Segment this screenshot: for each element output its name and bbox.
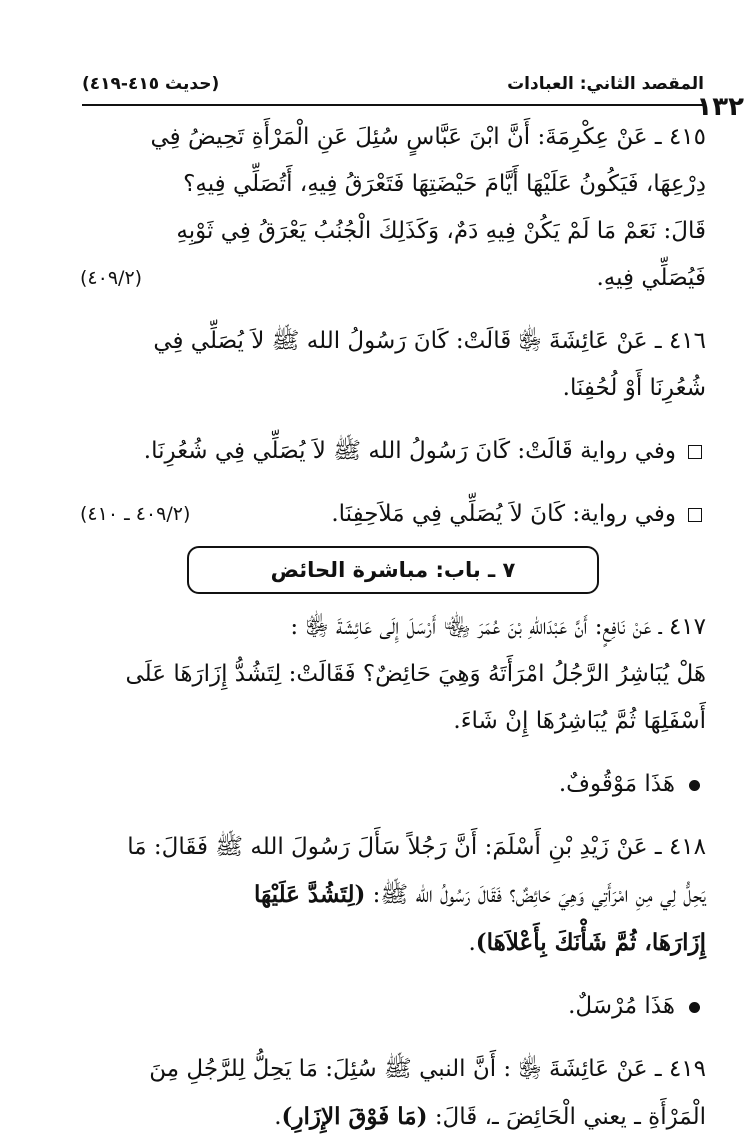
- variant-2-reference: (٤٠٩/٢ ـ ٤١٠): [80, 503, 191, 525]
- hadith-416: [80, 318, 706, 412]
- spacer: [80, 412, 706, 428]
- hadith-419-end: .: [274, 1104, 282, 1130]
- square-bullet-icon: [688, 445, 702, 459]
- hadith-419-quote: (مَا فَوْقَ الإِزَارِ): [281, 1103, 428, 1130]
- square-bullet-icon: [688, 508, 702, 522]
- hadith-418-quote-part-1: (لِتَشُدَّ عَلَيْهَا: [254, 881, 366, 908]
- spacer: [80, 475, 706, 491]
- spacer: [80, 967, 706, 983]
- variant-1-text: وفي رواية قَالَتْ: كَانَ رَسُولُ الله ﷺ لاَ يُصَلِّي فِي شُعُرِنَا.: [143, 438, 676, 464]
- hadith-415-line-2: دِرْعِهَا، فَيَكُونُ عَلَيْهَا أَيَّامَ حَيْضَتِهَا فَتَعْرَقُ فِيهِ، أَتُصَلِّي فِيهِ؟: [183, 171, 706, 197]
- hadith-418-line-2: يَحِلُّ لِي مِنِ امْرَأَتِي وَهِيَ حَائِضٌ؟ فَقَالَ رَسُولُ الله ﷺ:: [372, 882, 706, 908]
- section-title: المقصد الثاني: العبادات: [507, 74, 704, 94]
- hadith-415-reference: (٤٠٩/٢): [80, 267, 143, 289]
- hadith-416-variant-2: [80, 491, 706, 538]
- hadith-417-line-3: أَسْفَلِهَا ثُمَّ يُبَاشِرُهَا إِنْ شَاءَ.: [453, 708, 706, 734]
- header-rule: [82, 104, 704, 106]
- hadith-416-variant-1: [80, 428, 706, 475]
- dot-bullet-icon: [689, 1002, 700, 1013]
- hadith-418-grade: [80, 983, 706, 1030]
- hadith-415-line-4: فَيُصَلِّي فِيهِ.: [596, 265, 706, 291]
- hadith-416-line-1: ٤١٦ ـ عَنْ عَائِشَةَ ﵂ قَالَتْ: كَانَ رَسُولُ الله ﷺ لاَ يُصَلِّي فِي: [153, 328, 706, 354]
- hadith-415: [80, 114, 706, 302]
- spacer: [80, 808, 706, 824]
- grade-text: هَذَا مَوْقُوفٌ.: [558, 771, 675, 797]
- spacer: [80, 302, 706, 318]
- hadith-417-line-1: ٤١٧ ـ عَنْ نَافِعٍ: أَنَّ عَبْدَاللهِ بْنَ عُمَرَ ﵄ أَرْسَلَ إِلَى عَائِشَةَ ﵂ :: [290, 614, 706, 640]
- chapter-heading: ٧ ـ باب: مباشرة الحائض: [187, 546, 599, 594]
- spacer: [80, 745, 706, 761]
- hadith-418-line-1: ٤١٨ ـ عَنْ زَيْدِ بْنِ أَسْلَمَ: أَنَّ رَجُلاً سَأَلَ رَسُولَ الله ﷺ فَقَالَ: مَا: [127, 834, 706, 860]
- hadith-415-line-1: ٤١٥ ـ عَنْ عِكْرِمَةَ: أَنَّ ابْنَ عَبَّاسٍ سُئِلَ عَنِ الْمَرْأَةِ تَحِيضُ فِي: [150, 124, 706, 150]
- hadith-419-line-2: الْمَرْأَةِ ـ يعني الْحَائِضَ ـ، قَالَ:: [434, 1104, 706, 1130]
- spacer: [80, 1030, 706, 1046]
- variant-2-text: وفي رواية: كَانَ لاَ يُصَلِّي فِي مَلاَحِفِنَا.: [331, 501, 676, 527]
- page-content: [80, 114, 706, 1141]
- hadith-419-line-1: ٤١٩ ـ عَنْ عَائِشَةَ ﵂ : أَنَّ النبي ﷺ سُئِلَ: مَا يَحِلُّ لِلرَّجُلِ مِنَ: [149, 1056, 706, 1082]
- hadith-419: [80, 1046, 706, 1141]
- running-header: [82, 66, 704, 100]
- hadith-range: (حديث ٤١٥-٤١٩): [82, 74, 220, 94]
- hadith-417-grade: [80, 761, 706, 808]
- hadith-418: [80, 824, 706, 967]
- hadith-416-line-2: شُعُرِنَا أَوْ لُحُفِنَا.: [562, 375, 706, 401]
- hadith-417-line-2: هَلْ يُبَاشِرُ الرَّجُلُ امْرَأَتَهُ وَهِيَ حَائِضٌ؟ فَقَالَتْ: لِتَشُدُّ إِزَارَهَا عَلَى: [125, 661, 706, 687]
- dot-bullet-icon: [689, 780, 700, 791]
- page-number: ١٣٢: [696, 92, 744, 122]
- hadith-415-line-3: قَالَ: نَعَمْ مَا لَمْ يَكُنْ فِيهِ دَمٌ، وَكَذَلِكَ الْجُنُبُ يَعْرَقُ فِي ثَوْبِهِ: [176, 218, 706, 244]
- grade-text: هَذَا مُرْسَلٌ.: [568, 993, 675, 1019]
- hadith-418-quote-part-2: إِزَارَهَا، ثُمَّ شَأْنَكَ بِأَعْلاَهَا): [475, 929, 706, 956]
- hadith-418-end: .: [468, 930, 476, 956]
- hadith-417: [80, 604, 706, 745]
